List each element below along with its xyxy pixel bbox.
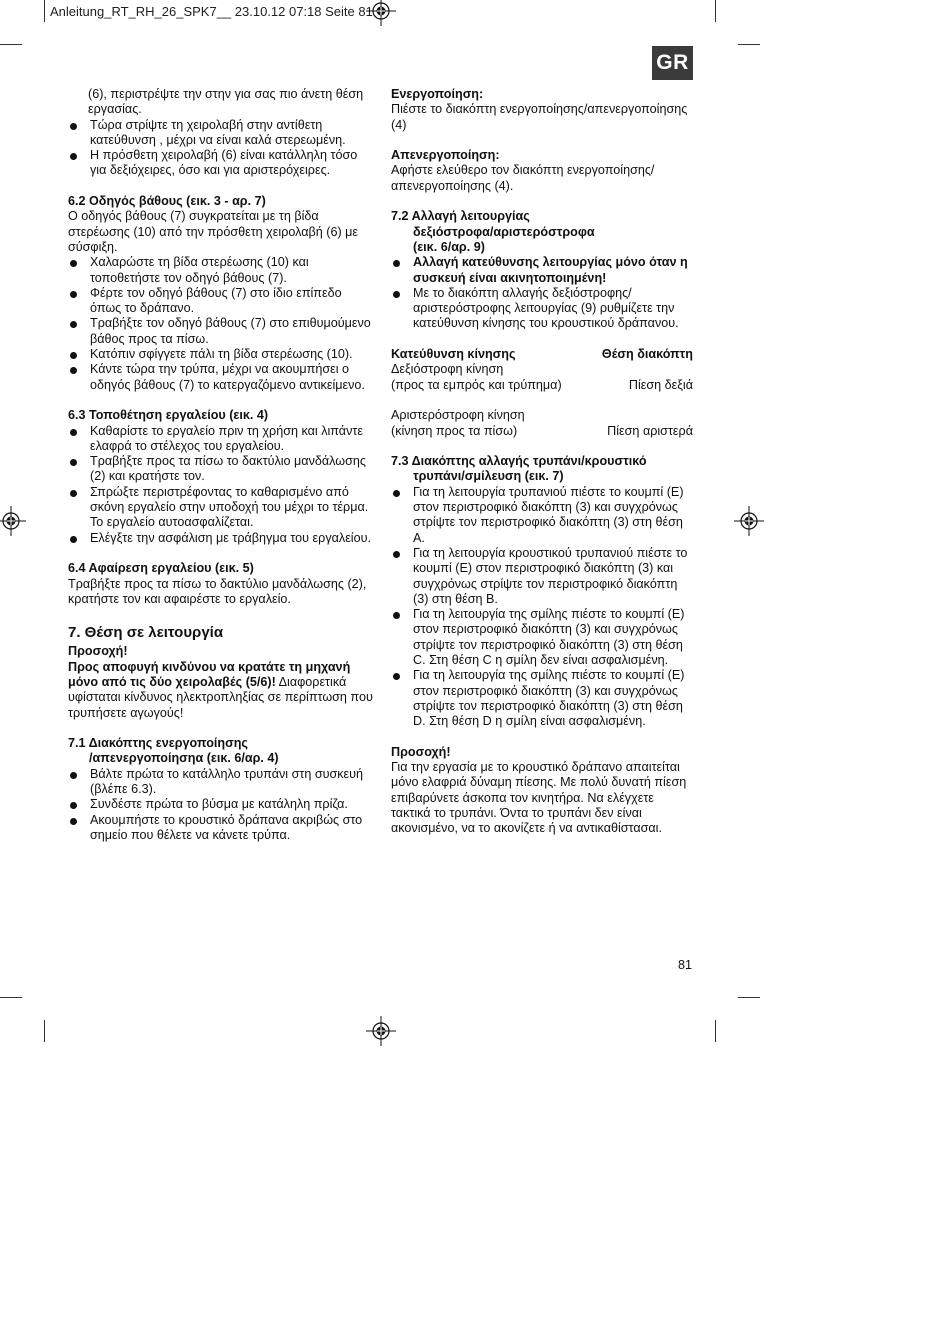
table-row (391, 362, 693, 377)
registration-mark-icon (366, 0, 396, 26)
switch-on-heading: Ενεργοποίηση: (391, 87, 484, 101)
bullet-item: Τραβήξτε τον οδηγό βάθους (7) στο επιθυμούμενο βάθος προς τα πίσω. (68, 316, 376, 347)
section-7-caution (68, 660, 376, 721)
section-7-3-heading-line2: τρυπάνι/σμίλευση (εικ. 7) (413, 469, 564, 484)
crop-mark (0, 997, 22, 998)
table-cell: (κίνηση προς τα πίσω) (391, 423, 518, 438)
table-header-cell: Κατεύθυνση κίνησης (391, 347, 516, 362)
section-6-2-text: Ο οδηγός βάθους (7) συγκρατείται με τη βίδα στερέωσης (10) από την πρόσθετη χειρολαβή (6) με σύσφιξη. (68, 209, 359, 254)
caution-rest-text: Διαφορετικά υφίσταται κίνδυνος ηλεκτροπληξίας σε περίπτωση που τρυπήσετε αγωγούς! (68, 674, 373, 720)
switch-on-text: Πιέστε το διακόπτη ενεργοποίησης/απενεργοποίησης (4) (391, 102, 688, 132)
table-header-cell: Θέση διακόπτη (601, 347, 693, 362)
section-number: 7.2 (391, 209, 409, 224)
bullet-item: Κάντε τώρα την τρύπα, μέχρι να ακουμπήσει ο οδηγός βάθους (7) το κατεργαζόμενο αντικείμενο. (68, 362, 376, 393)
crop-mark (715, 1020, 716, 1042)
section-title-line: Διακόπτης αλλαγής τρυπάνι/κρουστικό (411, 454, 647, 469)
registration-mark-icon (366, 1016, 396, 1046)
crop-mark (738, 44, 760, 45)
bullet-item: Φέρτε τον οδηγό βάθους (7) στο ίδιο επίπεδο όπως το δράπανο. (68, 286, 376, 317)
registration-mark-icon (0, 506, 26, 536)
page-number: 81 (678, 958, 693, 972)
caution-label: Προσοχή! (68, 644, 128, 659)
section-7-1-heading (68, 736, 376, 751)
direction-table (391, 347, 693, 439)
table-cell: Πίεση δεξιά (628, 377, 693, 392)
table-cell: Πίεση αριστερά (607, 423, 693, 438)
section-7-3-bullets (391, 485, 693, 730)
left-column (68, 87, 376, 843)
bullet-item: Για τη λειτουργία της σμίλης πιέστε το κουμπί (E) στον περιστροφικό διακόπτη (3) και συγχρόνως στρίψτε τον περιστροφικό διακόπτη (3) στη θέση D. Στη θέση D η σμίλη είναι ασφαλισμένη. (391, 668, 693, 729)
section-7-1-heading-line2: /απενεργοποίησηα (εικ. 6/αρ. 4) (89, 751, 279, 766)
crop-mark (738, 997, 760, 998)
section-title-line: Διακόπτης ενεργοποίησης (88, 736, 248, 751)
bullet-item: Σπρώξτε περιστρέφοντας το καθαρισμένο από σκόνη εργαλείο στην υποδοχή του μέχρι το τέρμα. Το εργαλείο αυτοασφαλίζεται. (68, 485, 376, 531)
table-row (391, 378, 693, 393)
crop-mark (44, 0, 45, 22)
table-cell: (προς τα εμπρός και τρύπημα) (391, 377, 562, 392)
bullet-item: Ελέγξτε την ασφάλιση με τράβηγμα του εργαλείου. (68, 531, 376, 546)
caution-text: Για την εργασία με το κρουστικό δράπανο απαιτείται μόνο ελαφριά δύναμη πίεσης. Με πολύ δυνατή πίεση επιβαρύνετε άσκοπα τον κινητήρα. Να ελέγχετε τακτικά το τρυπάνι. Όντα το τρυπάνι δεν είναι ακονισμένο, να το ακονίζετε ή να αντικαθίστασαι. (391, 760, 687, 836)
table-row (391, 408, 693, 423)
section-7-2-heading-line3: (εικ. 6/αρ. 9) (413, 239, 485, 254)
table-cell: Δεξιόστροφη κίνηση (391, 362, 504, 377)
bullet-item: Κατόπιν σφίγγετε πάλι τη βίδα στερέωσης (10). (68, 347, 376, 362)
section-6-3-bullets (68, 424, 376, 546)
registration-mark-icon (734, 506, 764, 536)
bullet-item: Χαλαρώστε τη βίδα στερέωσης (10) και τοποθετήστε τον οδηγό βάθους (7). (68, 255, 376, 286)
bullet-item: Για τη λειτουργία κρουστικού τρυπανιού πιέστε το κουμπί (E) στον περιστροφικό διακόπτη (3) και συγχρόνως στρίψτε τον περιστροφικό διακόπτη (3) στη θέση B. (391, 546, 693, 607)
section-6-4-heading: 6.4 Αφαίρεση εργαλείου (εικ. 5) (68, 561, 254, 576)
bullet-item: Αλλαγή κατεύθυνσης λειτουργίας μόνο όταν η συσκευή είναι ακινητοποιημένη! (391, 255, 693, 286)
section-number: 7.1 (68, 736, 86, 751)
print-slug: Anleitung_RT_RH_26_SPK7__ 23.10.12 07:18 Seite 81 (50, 4, 373, 19)
bullet-item: Με το διακόπτη αλλαγής δεξιόστροφης/αριστερόστροφης λειτουργίας (9) ρυθμίζετε την κατεύθυνση κίνησης του κρουστικού δράπανου. (391, 286, 693, 332)
caution-label: Προσοχή! (391, 744, 451, 759)
section-6-4-text: Τραβήξτε προς τα πίσω το δακτύλιο μανδάλωσης (2), κρατήστε τον και αφαιρέστε το εργαλείο. (68, 576, 367, 606)
switch-off-text: Αφήστε ελεύθερο τον διακόπτη ενεργοποίησης/απενεργοποίησης (4). (391, 163, 655, 193)
crop-mark (0, 44, 22, 45)
caution-bold-text: Προς αποφυγή κινδύνου να κρατάτε τη μηχανή μόνο από τις δύο χειρολαβές (5/6)! (68, 659, 351, 689)
direction-table-header (391, 347, 693, 362)
bullet-item: Η πρόσθετη χειρολαβή (6) είναι κατάλληλη τόσο για δεξιόχειρες, όσο και για αριστερόχειρες. (68, 148, 376, 179)
crop-mark (44, 1020, 45, 1042)
section-title-line: Αλλαγή λειτουργίας (411, 209, 530, 224)
bullet-item: Τώρα στρίψτε τη χειρολαβή στην αντίθετη κατεύθυνση , μέχρι να είναι καλά στερεωμένη. (68, 118, 376, 149)
section-7-2-heading (391, 209, 693, 224)
section-6-2-bullets (68, 255, 376, 393)
bullet-item: Τραβήξτε προς τα πίσω το δακτύλιο μανδάλωσης (2) και κρατήστε τον. (68, 454, 376, 485)
section-7-3-heading (391, 454, 693, 469)
bullet-item: Καθαρίστε το εργαλείο πριν τη χρήση και λιπάντε ελαφρά το στέλεχος του εργαλείου. (68, 424, 376, 455)
bullet-item: Συνδέστε πρώτα το βύσμα με κατάληλη πρίζα. (68, 797, 376, 812)
bullet-item: Βάλτε πρώτα το κατάλληλο τρυπάνι στη συσκευή (βλέπε 6.3). (68, 767, 376, 798)
section-7-2-bullets (391, 255, 693, 331)
section-7-2-heading-line2: δεξιόστροφα/αριστερόστροφα (413, 224, 595, 239)
section-6-2-heading: 6.2 Οδηγός βάθους (εικ. 3 - αρ. 7) (68, 194, 266, 209)
bullet-item: Ακουμπήστε το κρουστικό δράπανα ακριβώς στο σημείο που θέλετε να κάνετε τρύπα. (68, 813, 376, 844)
bullet-item: Για τη λειτουργία τρυπανιού πιέστε το κουμπί (E) στον περιστροφικό διακόπτη (3) και συγχρόνως στρίψτε τον περιστροφικό διακόπτη (3) στη θέση A. (391, 485, 693, 546)
crop-mark (715, 0, 716, 22)
right-column (391, 87, 693, 837)
section-7-1-bullets (68, 767, 376, 843)
intro-text: (6), περιστρέψτε την στην για σας πιο άνετη θέση εργασίας. (88, 87, 364, 117)
switch-off-heading: Απενεργοποίηση: (391, 148, 500, 163)
section-number: 7.3 (391, 454, 409, 469)
intro-bullet-list (68, 118, 376, 179)
section-6-3-heading: 6.3 Τοποθέτηση εργαλείου (εικ. 4) (68, 408, 269, 423)
section-7-heading: 7. Θέση σε λειτουργία (68, 624, 224, 642)
language-badge: GR (652, 46, 693, 80)
table-cell: Αριστερόστροφη κίνηση (391, 408, 525, 423)
table-row (391, 424, 693, 439)
bullet-item: Για τη λειτουργία της σμίλης πιέστε το κουμπί (E) στον περιστροφικό διακόπτη (3) και συγχρόνως στρίψτε τον περιστροφικό διακόπτη (3) στη θέση C. Στη θέση C η σμίλη δεν είναι ασφαλισμένη. (391, 607, 693, 668)
